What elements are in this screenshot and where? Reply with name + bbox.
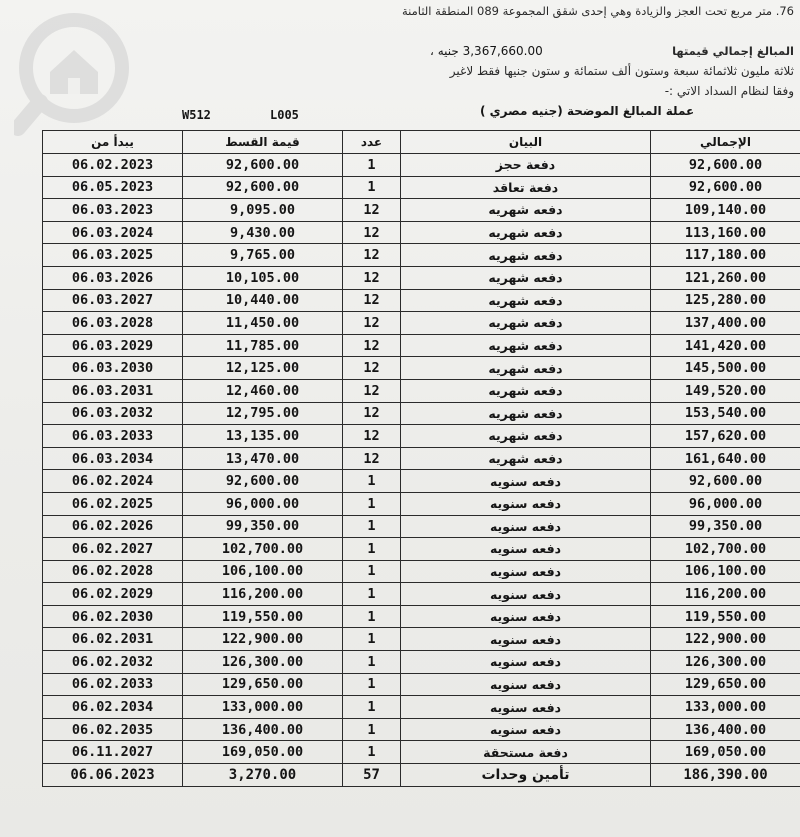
count-cell: 12 (343, 221, 401, 244)
description-cell: دفعه شهريه (401, 199, 651, 222)
table-row (43, 628, 800, 651)
table-row (43, 696, 800, 719)
installment-cell: 133,000.00 (183, 696, 343, 719)
description-cell: دفعه شهريه (401, 379, 651, 402)
table-row (43, 357, 800, 380)
installment-cell: 9,095.00 (183, 199, 343, 222)
table-row (43, 764, 800, 787)
description-cell: دفعه شهريه (401, 447, 651, 470)
description-cell: دفعه سنويه (401, 673, 651, 696)
count-cell: 1 (343, 628, 401, 651)
start-date-cell: 06.02.2024 (43, 470, 183, 493)
count-cell: 1 (343, 560, 401, 583)
table-row (43, 334, 800, 357)
total-cell: 137,400.00 (651, 312, 800, 335)
count-cell: 1 (343, 470, 401, 493)
table-row (43, 673, 800, 696)
description-cell: دفعه سنويه (401, 560, 651, 583)
description-cell: دفعه شهريه (401, 357, 651, 380)
description-cell: دفعه سنويه (401, 583, 651, 606)
installment-cell: 10,105.00 (183, 266, 343, 289)
amount-in-words: ثلاثة مليون ثلاثمائة سبعة وستون ألف ستمائة و ستون جنيها فقط لاغير (449, 64, 794, 78)
description-cell: دفعه سنويه (401, 538, 651, 561)
description-cell: دفعة تعاقد (401, 176, 651, 199)
table-row (43, 470, 800, 493)
count-cell: 12 (343, 266, 401, 289)
installment-cell: 129,650.00 (183, 673, 343, 696)
col-header-description: البيان (401, 131, 651, 154)
table-row (43, 447, 800, 470)
count-cell: 12 (343, 334, 401, 357)
header-line-1: 76. متر مربع تحت العجز والزيادة وهي إحدى شقق المجموعة 089 المنطقة الثامنة (402, 4, 794, 18)
table-row (43, 176, 800, 199)
start-date-cell: 06.02.2032 (43, 651, 183, 674)
installment-cell: 106,100.00 (183, 560, 343, 583)
total-label: المبالغ إجمالي قيمتها (672, 44, 794, 58)
total-cell: 106,100.00 (651, 560, 800, 583)
start-date-cell: 06.02.2029 (43, 583, 183, 606)
description-cell: دفعه شهريه (401, 244, 651, 267)
start-date-cell: 06.03.2024 (43, 221, 183, 244)
installment-cell: 92,600.00 (183, 176, 343, 199)
description-cell: دفعه سنويه (401, 605, 651, 628)
start-date-cell: 06.03.2026 (43, 266, 183, 289)
count-cell: 1 (343, 538, 401, 561)
installment-cell: 136,400.00 (183, 718, 343, 741)
total-cell: 92,600.00 (651, 470, 800, 493)
col-header-start: يبدأ من (43, 131, 183, 154)
table-row (43, 560, 800, 583)
start-date-cell: 06.03.2034 (43, 447, 183, 470)
unit-code-w: W512 (182, 108, 211, 122)
start-date-cell: 06.03.2033 (43, 425, 183, 448)
unit-code-l: L005 (270, 108, 299, 122)
count-cell: 1 (343, 515, 401, 538)
start-date-cell: 06.03.2030 (43, 357, 183, 380)
description-cell: دفعه شهريه (401, 425, 651, 448)
table-row (43, 425, 800, 448)
description-cell: دفعه شهريه (401, 221, 651, 244)
start-date-cell: 06.02.2034 (43, 696, 183, 719)
table-row (43, 289, 800, 312)
total-cell: 153,540.00 (651, 402, 800, 425)
description-cell: دفعه شهريه (401, 334, 651, 357)
total-cell: 99,350.00 (651, 515, 800, 538)
installment-cell: 92,600.00 (183, 154, 343, 177)
description-cell: دفعه سنويه (401, 696, 651, 719)
count-cell: 12 (343, 244, 401, 267)
count-cell: 12 (343, 312, 401, 335)
count-cell: 1 (343, 651, 401, 674)
count-cell: 1 (343, 696, 401, 719)
count-cell: 1 (343, 741, 401, 764)
installment-cell: 96,000.00 (183, 492, 343, 515)
start-date-cell: 06.02.2035 (43, 718, 183, 741)
count-cell: 1 (343, 583, 401, 606)
table-row (43, 244, 800, 267)
description-cell: دفعه سنويه (401, 515, 651, 538)
start-date-cell: 06.11.2027 (43, 741, 183, 764)
table-row (43, 651, 800, 674)
count-cell: 12 (343, 289, 401, 312)
total-cell: 116,200.00 (651, 583, 800, 606)
total-cell: 92,600.00 (651, 176, 800, 199)
description-cell: تأمين وحدات (401, 764, 651, 787)
installment-cell: 102,700.00 (183, 538, 343, 561)
total-cell: 169,050.00 (651, 741, 800, 764)
total-cell: 117,180.00 (651, 244, 800, 267)
start-date-cell: 06.05.2023 (43, 176, 183, 199)
installment-cell: 12,125.00 (183, 357, 343, 380)
table-row (43, 379, 800, 402)
start-date-cell: 06.03.2031 (43, 379, 183, 402)
installment-cell: 126,300.00 (183, 651, 343, 674)
count-cell: 1 (343, 154, 401, 177)
start-date-cell: 06.02.2023 (43, 154, 183, 177)
installment-cell: 169,050.00 (183, 741, 343, 764)
total-cell: 126,300.00 (651, 651, 800, 674)
installment-cell: 99,350.00 (183, 515, 343, 538)
start-date-cell: 06.03.2023 (43, 199, 183, 222)
table-row (43, 492, 800, 515)
count-cell: 1 (343, 673, 401, 696)
installment-cell: 12,795.00 (183, 402, 343, 425)
total-cell: 129,650.00 (651, 673, 800, 696)
installment-cell: 12,460.00 (183, 379, 343, 402)
table-row (43, 402, 800, 425)
installment-cell: 10,440.00 (183, 289, 343, 312)
table-row (43, 266, 800, 289)
count-cell: 1 (343, 176, 401, 199)
total-cell: 122,900.00 (651, 628, 800, 651)
table-row (43, 538, 800, 561)
installment-cell: 122,900.00 (183, 628, 343, 651)
count-cell: 12 (343, 402, 401, 425)
installment-cell: 3,270.00 (183, 764, 343, 787)
description-cell: دفعة مستحقة (401, 741, 651, 764)
start-date-cell: 06.02.2028 (43, 560, 183, 583)
table-row (43, 312, 800, 335)
total-cell: 121,260.00 (651, 266, 800, 289)
installment-cell: 9,765.00 (183, 244, 343, 267)
start-date-cell: 06.06.2023 (43, 764, 183, 787)
start-date-cell: 06.03.2025 (43, 244, 183, 267)
col-header-count: عدد (343, 131, 401, 154)
count-cell: 57 (343, 764, 401, 787)
description-cell: دفعه سنويه (401, 718, 651, 741)
start-date-cell: 06.03.2028 (43, 312, 183, 335)
total-cell: 161,640.00 (651, 447, 800, 470)
total-cell: 141,420.00 (651, 334, 800, 357)
installment-cell: 11,450.00 (183, 312, 343, 335)
total-cell: 157,620.00 (651, 425, 800, 448)
payment-schedule-table (42, 130, 800, 787)
start-date-cell: 06.02.2025 (43, 492, 183, 515)
payment-system-line: وفقا لنظام السداد الاتي :- (664, 84, 794, 98)
installment-cell: 92,600.00 (183, 470, 343, 493)
table-row (43, 718, 800, 741)
total-cell: 149,520.00 (651, 379, 800, 402)
table-row (43, 199, 800, 222)
table-row (43, 741, 800, 764)
total-cell: 133,000.00 (651, 696, 800, 719)
count-cell: 12 (343, 199, 401, 222)
description-cell: دفعه شهريه (401, 266, 651, 289)
installment-cell: 9,430.00 (183, 221, 343, 244)
start-date-cell: 06.02.2033 (43, 673, 183, 696)
description-cell: دفعه سنويه (401, 651, 651, 674)
count-cell: 12 (343, 379, 401, 402)
total-cell: 145,500.00 (651, 357, 800, 380)
description-cell: دفعة حجز (401, 154, 651, 177)
installment-cell: 119,550.00 (183, 605, 343, 628)
currency-note: عملة المبالغ الموضحة (جنيه مصري ) (480, 104, 695, 118)
description-cell: دفعه سنويه (401, 470, 651, 493)
total-cell: 109,140.00 (651, 199, 800, 222)
table-row (43, 154, 800, 177)
count-cell: 12 (343, 357, 401, 380)
start-date-cell: 06.03.2029 (43, 334, 183, 357)
installment-cell: 13,470.00 (183, 447, 343, 470)
description-cell: دفعه شهريه (401, 312, 651, 335)
table-header-row (43, 131, 800, 154)
count-cell: 1 (343, 718, 401, 741)
table-row (43, 583, 800, 606)
total-cell: 92,600.00 (651, 154, 800, 177)
col-header-total: الإجمالي (651, 131, 800, 154)
start-date-cell: 06.02.2026 (43, 515, 183, 538)
description-cell: دفعه شهريه (401, 289, 651, 312)
count-cell: 1 (343, 605, 401, 628)
installment-cell: 11,785.00 (183, 334, 343, 357)
total-cell: 125,280.00 (651, 289, 800, 312)
description-cell: دفعه شهريه (401, 402, 651, 425)
table-row (43, 221, 800, 244)
count-cell: 12 (343, 447, 401, 470)
description-cell: دفعه سنويه (401, 492, 651, 515)
description-cell: دفعه سنويه (401, 628, 651, 651)
total-cell: 186,390.00 (651, 764, 800, 787)
total-cell: 119,550.00 (651, 605, 800, 628)
total-cell: 113,160.00 (651, 221, 800, 244)
installment-cell: 116,200.00 (183, 583, 343, 606)
start-date-cell: 06.02.2030 (43, 605, 183, 628)
table-row (43, 605, 800, 628)
total-value: 3,367,660.00 جنيه ، (430, 44, 543, 58)
search-home-icon (14, 10, 164, 140)
col-header-installment: قيمة القسط (183, 131, 343, 154)
table-row (43, 515, 800, 538)
installment-cell: 13,135.00 (183, 425, 343, 448)
count-cell: 1 (343, 492, 401, 515)
total-cell: 136,400.00 (651, 718, 800, 741)
start-date-cell: 06.02.2031 (43, 628, 183, 651)
total-cell: 96,000.00 (651, 492, 800, 515)
start-date-cell: 06.03.2032 (43, 402, 183, 425)
count-cell: 12 (343, 425, 401, 448)
total-cell: 102,700.00 (651, 538, 800, 561)
start-date-cell: 06.02.2027 (43, 538, 183, 561)
start-date-cell: 06.03.2027 (43, 289, 183, 312)
